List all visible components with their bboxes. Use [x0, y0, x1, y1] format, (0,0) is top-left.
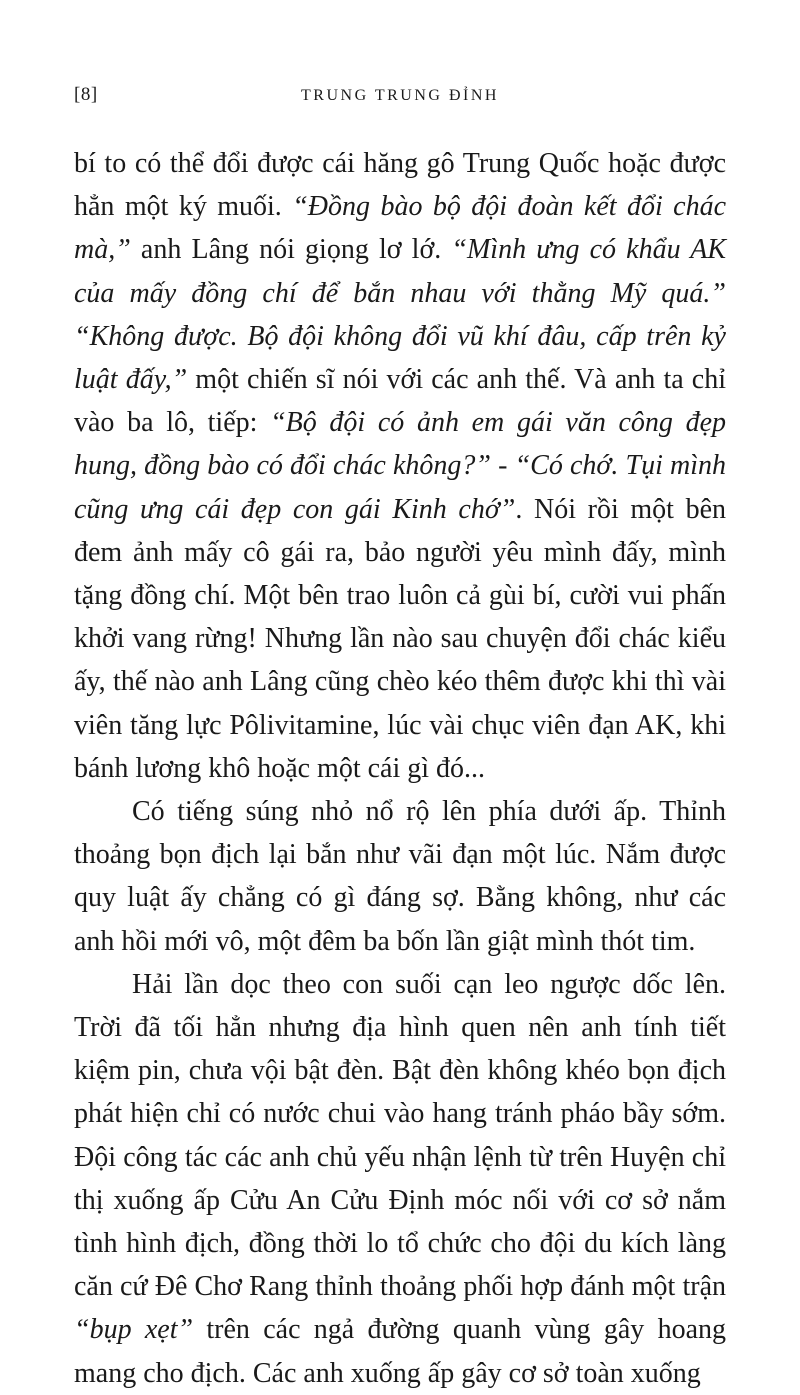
quote-run: “Có chớ. Tụi mình cũng ưng cái đẹp con gái Kinh chớ” — [74, 450, 726, 525]
text-run: một chiến sĩ nói với các anh thế. Và anh ta chỉ vào ba lô, tiếp: — [74, 364, 726, 439]
body-text — [74, 142, 726, 1395]
quote-run: “Đồng bào bộ đội đoàn kết đổi chác mà,” — [74, 191, 727, 266]
text-run: bí to có thể đổi được cái hăng gô Trung Quốc hoặc được hẳn một ký muối. — [74, 148, 726, 223]
quote-run: “Bộ đội có ảnh em gái văn công đẹp hung, đồng bào có đổi chác không?” — [74, 407, 727, 482]
text-run: anh Lâng nói giọng lơ lớ. — [130, 234, 452, 266]
text-run: - — [490, 450, 515, 482]
text-run: Hải lần dọc theo con suối cạn leo ngược dốc lên. Trời đã tối hẳn nhưng địa hình quen nên anh tính tiết kiệm pin, chưa vội bật đèn. Bật đèn không khéo bọn địch phát hiện chỉ có nước chui vào hang tránh pháo bầy sớm. Đội công tác các anh chủ yếu nhận lệnh từ trên Huyện chỉ thị xuống ấp Cửu An Cửu Định móc nối với cơ sở nắm tình hình địch, đồng thời lo tổ chức cho đội du kích làng căn cứ Đê Chơ Rang thỉnh thoảng phối hợp đánh một trận — [74, 968, 726, 1303]
paragraph-2 — [74, 790, 726, 963]
page-number: [8] — [74, 84, 98, 105]
running-title: TRUNG TRUNG ĐỈNH — [301, 87, 499, 104]
quote-run: “Mình ưng có khẩu AK của mấy đồng chí để bắn nhau với thằng Mỹ quá.” “Không được. Bộ đội không đổi vũ khí đâu, cấp trên kỷ luật đấy,” — [74, 234, 726, 396]
text-run: trên các ngả đường quanh vùng gây hoang mang cho địch. Các anh xuống ấp gây cơ sở toàn xuống — [74, 1314, 727, 1389]
paragraph-1 — [74, 142, 726, 790]
paragraph-3 — [74, 963, 726, 1395]
text-run: . Nói rồi một bên đem ảnh mấy cô gái ra, bảo người yêu mình đấy, mình tặng đồng chí. Một bên trao luôn cả gùi bí, cười vui phấn khởi vang rừng! Nhưng lần nào sau chuyện đổi chác kiểu ấy, thế nào anh Lâng cũng chèo kéo thêm được khi thì vài viên tăng lực Pôlivitamine, lúc vài chục viên đạn AK, khi bánh lương khô hoặc một cái gì đó... — [74, 493, 726, 784]
text-run: Có tiếng súng nhỏ nổ rộ lên phía dưới ấp. Thỉnh thoảng bọn địch lại bắn như vãi đạn một lúc. Nắm được quy luật ấy chẳng có gì đáng sợ. Bằng không, như các anh hồi mới vô, một đêm ba bốn lần giật mình thót tim. — [74, 796, 726, 957]
running-header — [74, 84, 726, 114]
quote-run: “bụp xẹt” — [74, 1314, 194, 1346]
